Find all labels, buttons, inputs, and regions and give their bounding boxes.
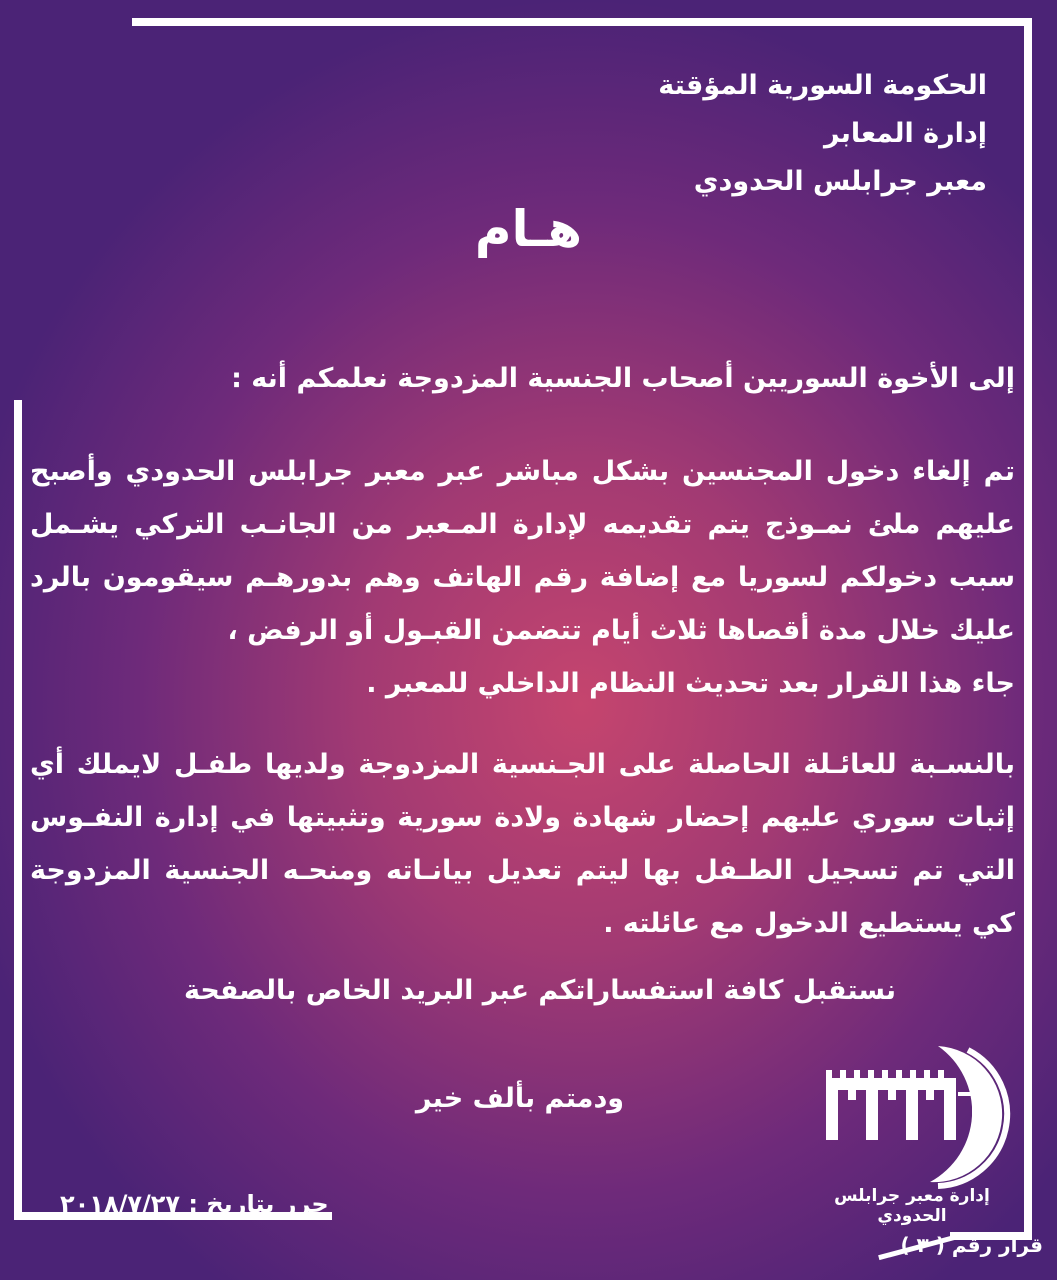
enquiry-note: نستقبل كافة استفساراتكم عبر البريد الخاص بالصفحة <box>184 975 896 1006</box>
paragraph-line: كي يستطيع الدخول مع عائلته . <box>603 908 1015 939</box>
frame-top-border <box>132 18 1032 26</box>
closing-line: ودمتم بألف خير <box>415 1083 625 1114</box>
paragraph-family-child <box>30 738 1015 950</box>
logo-caption: إدارة معبر جرابلس الحدودي <box>834 1186 990 1226</box>
intro-line: إلى الأخوة السوريين أصحاب الجنسية المزدوجة نعلمكم أنه : <box>231 363 1015 394</box>
crossing-logo-icon <box>818 1040 1020 1190</box>
government-name: الحكومة السورية المؤقتة <box>658 70 987 101</box>
paragraph-line: تم إلغاء دخول المجنسين بشكل مباشر عبر معبر جرابلس الحدودي وأصبح <box>30 456 1015 487</box>
notice-title: هـام <box>474 200 583 258</box>
paragraph-line: سبب دخولكم لسوريا مع إضافة رقم الهاتف وهم بدورهـم سيقومون بالرد <box>30 562 1015 593</box>
paragraph-line: بالنسـبة للعائـلة الحاصلة على الجـنسية المزدوجة ولديها طفـل لايملك أي <box>30 749 1015 780</box>
crossing-name: معبر جرابلس الحدودي <box>693 166 987 197</box>
frame-left-border <box>14 400 22 1220</box>
paragraph-entry-procedure <box>30 445 1015 710</box>
department-name: إدارة المعابر <box>823 118 987 149</box>
paragraph-line: جاء هذا القرار بعد تحديث النظام الداخلي للمعبر . <box>366 668 1015 699</box>
paragraph-line: إثبات سوري عليهم إحضار شهادة ولادة سورية وتثبيتها في إدارة النفـوس <box>30 802 1015 833</box>
issue-date: حرر بتاريخ : ٢٠١٨/٧/٢٧ <box>60 1190 329 1218</box>
letterhead <box>658 62 987 206</box>
paragraph-line: عليهم ملئ نمـوذج يتم تقديمه لإدارة المـعبر من الجانـب التركي يشـمل <box>30 509 1015 540</box>
paragraph-line: عليك خلال مدة أقصاها ثلاث أيام تتضمن القبـول أو الرفض ، <box>227 615 1015 646</box>
paragraph-line: التي تم تسجيل الطـفل بها ليتم تعديل بيانـاته ومنحـه الجنسية المزدوجة <box>30 855 1015 886</box>
decision-number: قرار رقم ( ٣ ) <box>900 1233 1043 1257</box>
